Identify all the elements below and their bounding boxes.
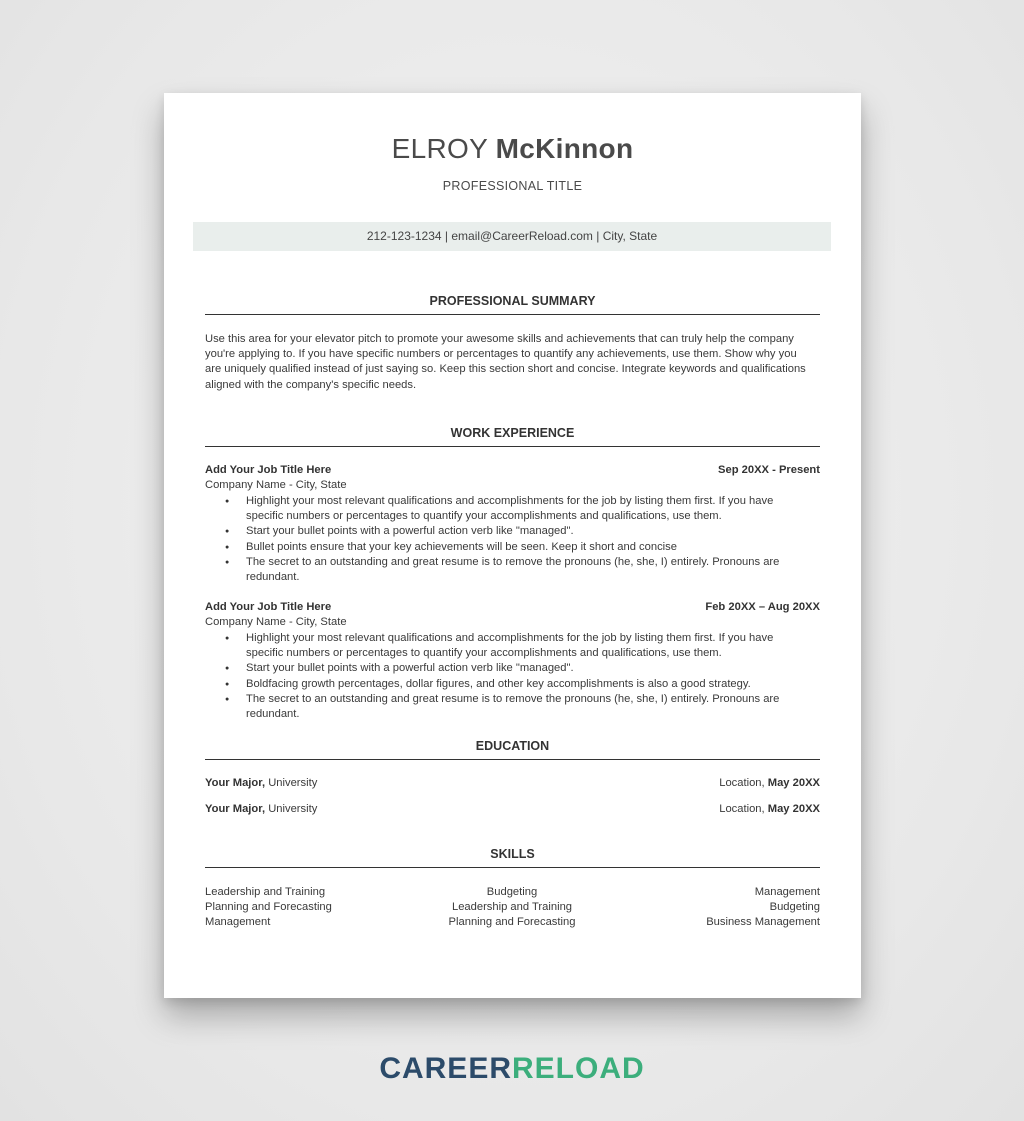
summary-line: Use this area for your elevator pitch to promote your awesome skills and achievements that can truly help the company [205,333,794,345]
education-entry [205,777,820,789]
job-bullet: ● Start your bullet points with a powerful action verb like "managed". [205,661,795,676]
skill-item: Business Management [706,916,820,929]
last-name: McKinnon [495,133,634,164]
education-date: May 20XX [764,777,820,789]
job-title: Add Your Job Title Here [205,464,332,476]
job-bullet: ● Highlight your most relevant qualifications and accomplishments for the job by listing them first. If you have specific numbers or percentages to quantify your accomplishments and qualifications, use them. [205,494,795,524]
job-title: Add Your Job Title Here [205,601,332,613]
job-bullet: ● Highlight your most relevant qualifications and accomplishments for the job by listing them first. If you have specific numbers or percentages to quantify your accomplishments and qualifications, use them. [205,631,795,661]
contact-bar: 212-123-1234 | email@CareerReload.com | City, State [193,222,831,251]
skill-item: Leadership and Training [451,901,573,914]
job-bullet-list [205,494,795,585]
job-company: Company Name - City, State [205,479,347,491]
professional-title: PROFESSIONAL TITLE [442,179,583,193]
skills-column-1 [205,885,405,931]
job-bullet: ● The secret to an outstanding and great resume is to remove the pronouns (he, she, I) entirely. Pronouns are redundant. [205,555,795,585]
careerreload-logo [0,1052,1024,1086]
summary-line: aligned with the company's specific needs. [205,378,417,391]
education-major: Your Major, [205,777,266,789]
summary-line: you're applying to. If you have specific numbers or percentages to quantify any achievements, use them. Show why you [205,348,797,361]
education-heading: EDUCATION [205,739,820,760]
skills-column-3 [620,885,820,931]
education-school: University [265,777,318,789]
job-bullet: ● Boldfacing growth percentages, dollar figures, and other key accomplishments is also a good strategy. [205,677,795,692]
first-name: ELROY [391,133,488,164]
skill-item: Planning and Forecasting [448,916,576,929]
resume-page [164,93,861,998]
summary-heading: PROFESSIONAL SUMMARY [205,294,820,315]
job-bullet-list [205,631,795,722]
summary-line: are uniquely qualified instead of just saying so. Keep this section short and concise. Integrate keywords and qualifications [205,363,806,376]
skill-item: Management [754,886,820,898]
education-location: Location, [719,777,765,789]
logo-career-text: CAREER [379,1052,512,1085]
job-bullet: ● Bullet points ensure that your key achievements will be seen. Keep it short and concise [205,540,795,555]
job-bullet: ● The secret to an outstanding and great resume is to remove the pronouns (he, she, I) entirely. Pronouns are redundant. [205,692,795,722]
job-bullet: ● Start your bullet points with a powerful action verb like "managed". [205,524,795,539]
job-dates: Sep 20XX - Present [718,464,820,476]
education-location: Location, [719,803,765,815]
job-dates: Feb 20XX – Aug 20XX [705,601,820,613]
skills-column-2 [412,885,612,931]
education-date: May 20XX [764,803,820,815]
education-entry [205,803,820,815]
education-school: University [265,803,318,815]
experience-heading: WORK EXPERIENCE [205,426,820,447]
job-company: Company Name - City, State [205,616,347,628]
skill-item: Leadership and Training [205,886,326,898]
skills-heading: SKILLS [205,847,820,868]
skill-item: Planning and Forecasting [205,901,332,914]
skill-item: Management [205,916,271,929]
skill-item: Budgeting [486,886,538,898]
skill-item: Budgeting [769,901,820,914]
logo-reload-text: RELOAD [512,1052,645,1085]
education-major: Your Major, [205,803,266,815]
candidate-name [164,133,861,165]
summary-text [205,332,820,393]
